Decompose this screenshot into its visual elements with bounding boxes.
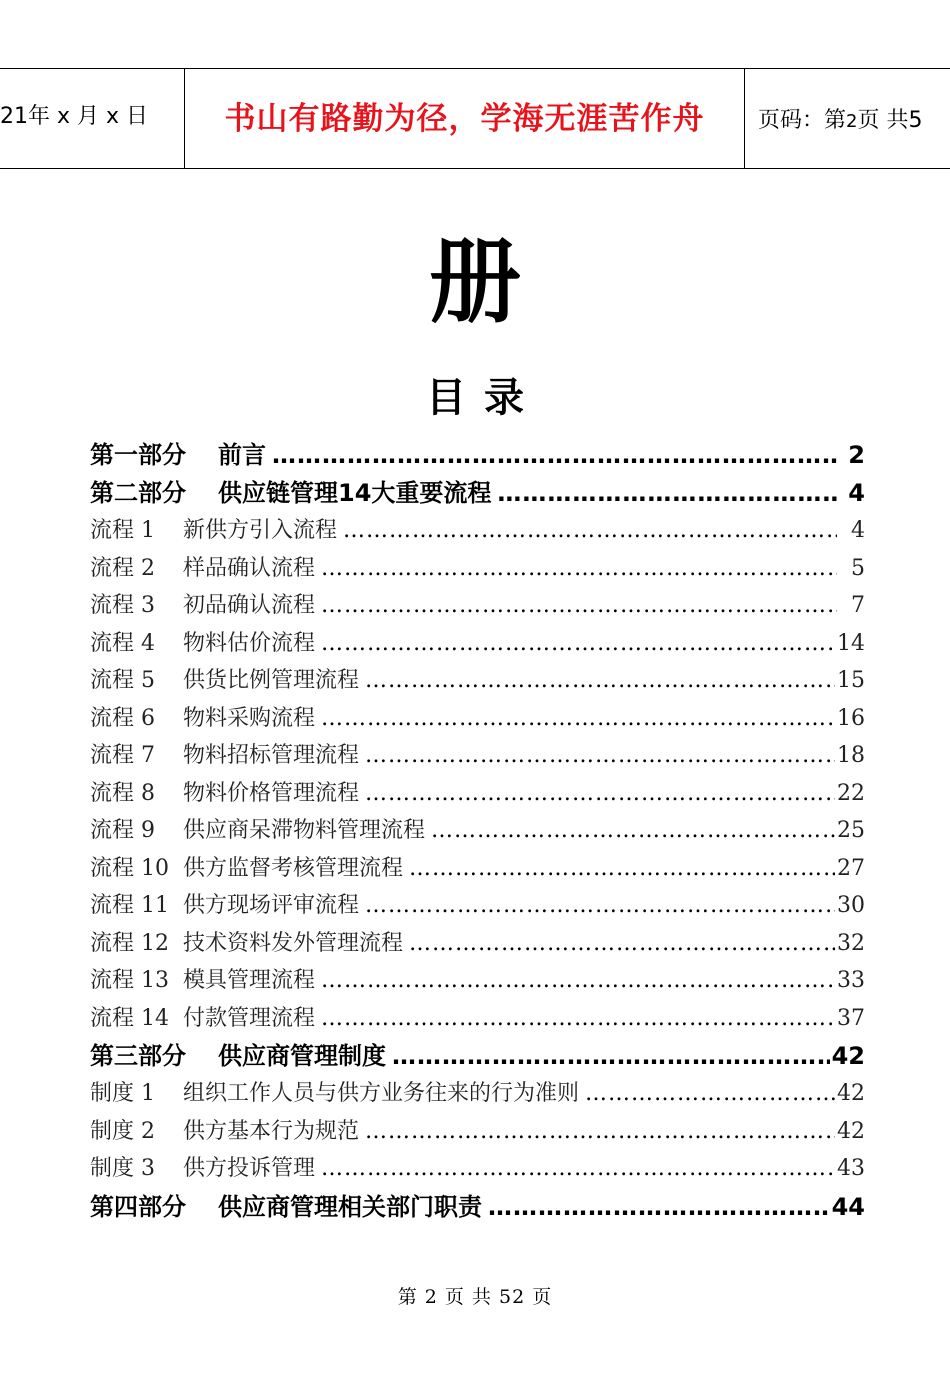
toc-entry-label: 流程 8 <box>90 780 155 806</box>
toc-entry-page: 15 <box>837 668 865 693</box>
toc-entry-title: 新供方引入流程 <box>183 518 338 543</box>
toc-entry-label: 流程 2 <box>90 555 155 581</box>
toc-dot-leader <box>343 512 837 550</box>
toc-item-entry[interactable] <box>90 587 865 625</box>
toc-entry-page: 2 <box>848 441 865 469</box>
toc-entry-label: 流程 7 <box>90 743 155 768</box>
toc-entry-page: 4 <box>848 479 865 507</box>
toc-part-entry[interactable] <box>90 474 865 512</box>
toc-entry-page: 4 <box>851 518 865 543</box>
toc-entry-label: 第二部分 <box>90 479 186 507</box>
toc-entry-title: 物料采购流程 <box>183 705 316 731</box>
toc-entry-label: 流程 14 <box>90 1005 169 1031</box>
toc-item-entry[interactable] <box>90 850 865 888</box>
toc-entry-page: 7 <box>851 593 865 618</box>
toc-entry-page: 16 <box>837 705 865 731</box>
toc-entry-label: 制度 2 <box>90 1118 155 1144</box>
toc-dot-leader <box>365 775 835 813</box>
toc-dot-leader <box>272 436 837 474</box>
header-page-total: 5 <box>908 108 923 133</box>
toc-entry-title: 供应链管理14大重要流程 <box>218 479 492 507</box>
toc-dot-leader <box>409 850 835 888</box>
toc-entry-page: 42 <box>837 1118 865 1144</box>
toc-entry-page: 32 <box>837 930 865 956</box>
toc-entry-page: 43 <box>837 1156 865 1181</box>
toc-entry-label: 第一部分 <box>90 441 186 469</box>
toc-item-entry[interactable] <box>90 550 865 588</box>
toc-entry-title: 供方基本行为规范 <box>183 1118 360 1144</box>
toc-entry-label: 制度 1 <box>90 1081 155 1106</box>
toc-dot-leader <box>392 1037 830 1075</box>
toc-item-entry[interactable] <box>90 512 865 550</box>
toc-dot-leader <box>321 700 835 738</box>
toc-dot-leader <box>488 1188 830 1226</box>
toc-item-entry[interactable] <box>90 1075 865 1113</box>
toc-entry-title: 供方监督考核管理流程 <box>183 855 404 881</box>
toc-entry-page: 30 <box>837 893 865 918</box>
toc-entry-title: 技术资料发外管理流程 <box>183 930 404 956</box>
toc-entry-page: 37 <box>837 1005 865 1031</box>
toc-item-entry[interactable] <box>90 625 865 663</box>
toc-part-entry[interactable] <box>90 436 865 474</box>
toc-entry-title: 前言 <box>218 441 266 469</box>
header-page-current: 2 <box>846 111 858 132</box>
toc-entry-page: 5 <box>851 555 865 581</box>
toc-dot-leader <box>497 474 837 512</box>
header-motto: 书山有路勤为径，学海无涯苦作舟 <box>224 101 705 137</box>
toc-entry-page: 25 <box>837 818 865 843</box>
toc-heading: 目录 <box>426 375 542 421</box>
toc-entry-title: 物料招标管理流程 <box>183 743 360 768</box>
toc-dot-leader <box>365 662 835 700</box>
toc-entry-label: 流程 13 <box>90 968 169 993</box>
toc-entry-label: 流程 1 <box>90 518 155 543</box>
toc-item-entry[interactable] <box>90 925 865 963</box>
toc-dot-leader <box>321 1150 835 1188</box>
header-page-prefix: 页码：第 <box>758 108 847 133</box>
toc-entry-label: 流程 10 <box>90 855 169 881</box>
toc-entry-label: 流程 5 <box>90 668 155 693</box>
toc-entry-title: 供方现场评审流程 <box>183 893 360 918</box>
toc-dot-leader <box>365 887 835 925</box>
header-divider <box>744 69 745 168</box>
toc-dot-leader <box>431 812 835 850</box>
toc-entry-title: 初品确认流程 <box>183 593 316 618</box>
toc-entry-title: 样品确认流程 <box>183 555 316 581</box>
toc-dot-leader <box>365 1113 835 1151</box>
toc-entry-page: 42 <box>831 1042 865 1070</box>
document-title-char: 册 <box>428 228 521 336</box>
toc-entry-title: 物料价格管理流程 <box>183 780 360 806</box>
toc-dot-leader <box>321 1000 835 1038</box>
toc-entry-page: 27 <box>837 855 865 881</box>
toc-entry-label: 流程 9 <box>90 818 155 843</box>
toc-entry-title: 供应商呆滞物料管理流程 <box>183 818 426 843</box>
toc-item-entry[interactable] <box>90 1000 865 1038</box>
toc-entry-title: 模具管理流程 <box>183 968 316 993</box>
toc-item-entry[interactable] <box>90 737 865 775</box>
toc-dot-leader <box>585 1075 835 1113</box>
toc-entry-page: 42 <box>837 1081 865 1106</box>
toc-item-entry[interactable] <box>90 962 865 1000</box>
header-page-mid: 页 共 <box>857 108 909 133</box>
toc-dot-leader <box>409 925 835 963</box>
toc-entry-label: 流程 6 <box>90 705 155 731</box>
toc-entry-label: 流程 11 <box>90 893 169 918</box>
header-page-number <box>758 103 922 139</box>
toc-dot-leader <box>321 625 835 663</box>
header-date: 21年 x 月 x 日 <box>0 104 149 129</box>
page-header <box>0 68 950 169</box>
toc-entry-page: 44 <box>831 1192 865 1221</box>
toc-entry-page: 18 <box>837 743 865 768</box>
toc-entry-label: 流程 3 <box>90 593 155 618</box>
toc-dot-leader <box>321 587 837 625</box>
toc-entry-title: 组织工作人员与供方业务往来的行为准则 <box>183 1081 580 1106</box>
toc-entry-title: 供货比例管理流程 <box>183 668 360 693</box>
toc-item-entry[interactable] <box>90 700 865 738</box>
toc-item-entry[interactable] <box>90 1113 865 1151</box>
toc-entry-label: 流程 12 <box>90 930 169 956</box>
table-of-contents <box>90 436 865 1226</box>
toc-entry-page: 22 <box>837 780 865 806</box>
toc-entry-title: 物料估价流程 <box>183 630 316 656</box>
toc-entry-label: 第四部分 <box>90 1192 186 1221</box>
toc-entry-title: 付款管理流程 <box>183 1005 316 1031</box>
toc-dot-leader <box>365 737 835 775</box>
toc-entry-page: 14 <box>837 630 865 656</box>
toc-entry-title: 供应商管理制度 <box>218 1042 386 1070</box>
toc-entry-title: 供方投诉管理 <box>183 1156 316 1181</box>
toc-entry-title: 供应商管理相关部门职责 <box>218 1192 482 1221</box>
toc-item-entry[interactable] <box>90 887 865 925</box>
toc-dot-leader <box>321 550 837 588</box>
toc-item-entry[interactable] <box>90 812 865 850</box>
toc-part-entry[interactable] <box>90 1037 865 1075</box>
toc-dot-leader <box>321 962 835 1000</box>
toc-entry-label: 流程 4 <box>90 630 155 656</box>
toc-entry-page: 33 <box>837 968 865 993</box>
page-footer: 第 2 页 共 52 页 <box>397 1286 553 1308</box>
toc-item-entry[interactable] <box>90 775 865 813</box>
toc-entry-label: 制度 3 <box>90 1156 155 1181</box>
toc-item-entry[interactable] <box>90 1150 865 1188</box>
toc-entry-label: 第三部分 <box>90 1042 186 1070</box>
toc-part-entry[interactable] <box>90 1188 865 1226</box>
toc-item-entry[interactable] <box>90 662 865 700</box>
